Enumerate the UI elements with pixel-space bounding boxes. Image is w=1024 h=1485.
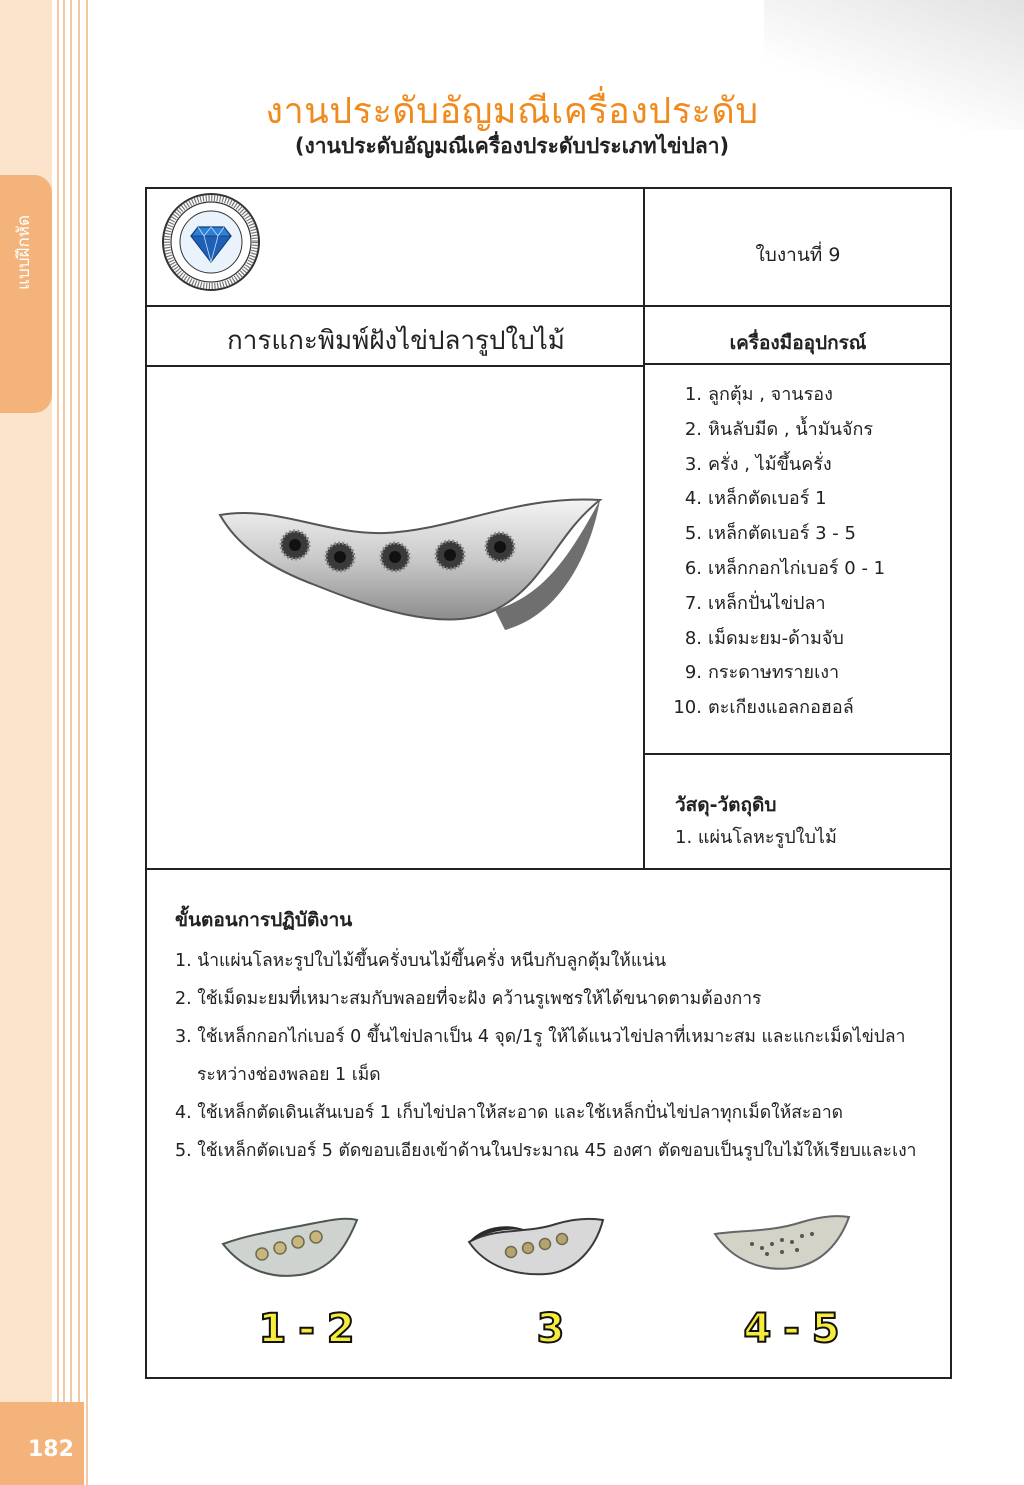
- list-item: 1. แผ่นโลหะรูปใบไม้: [675, 827, 837, 848]
- list-item: 8. เม็ดมะยม-ด้ามจับ: [684, 627, 844, 649]
- steps-list: [175, 942, 935, 1170]
- stage-photo-2: [466, 1212, 606, 1282]
- table-divider-vertical: [643, 187, 645, 870]
- table-divider-row1: [145, 305, 952, 307]
- list-item: 3. ครั่ง , ไม้ขึ้นครั่ง: [684, 453, 832, 475]
- lesson-title: การแกะพิมพ์ฝังไข่ปลารูปใบไม้: [227, 326, 565, 356]
- list-item: 9. กระดาษทรายเงา: [684, 662, 840, 684]
- table-divider-steps: [145, 868, 952, 870]
- section-side-tab: [0, 175, 52, 413]
- table-divider-tools-materials: [643, 753, 952, 755]
- list-item: 1. นำแผ่นโลหะรูปใบไม้ขึ้นครั่งบนไม้ขึ้นครั่ง หนีบกับลูกตุ้มให้แน่น: [175, 951, 667, 971]
- list-item: 1. ลูกตุ้ม , จานรอง: [684, 384, 833, 405]
- list-item-continuation: ระหว่างช่องพลอย 1 เม็ด: [197, 1065, 381, 1085]
- list-item: 7. เหล็กปั่นไข่ปลา: [684, 592, 826, 614]
- stage-label-2: 3: [536, 1306, 564, 1352]
- tools-list: [672, 378, 885, 726]
- list-item: 6. เหล็กกอกไก่เบอร์ 0 - 1: [684, 557, 886, 579]
- table-divider-row2-left: [145, 365, 645, 367]
- stage-label-3: 4 - 5: [743, 1306, 839, 1352]
- table-divider-row2-right: [643, 363, 952, 365]
- stage-photo-3: [712, 1212, 852, 1282]
- list-item: 10. ตะเกียงแอลกอฮอล์: [673, 697, 854, 719]
- stage-photo-1: [220, 1212, 360, 1282]
- list-item: 2. ใช้เม็ดมะยมที่เหมาะสมกับพลอยที่จะฝัง คว้านรูเพชรให้ได้ขนาดตามต้องการ: [175, 989, 762, 1009]
- stage-label-1: 1 - 2: [258, 1306, 354, 1352]
- list-item: 2. หินลับมีด , น้ำมันจักร: [684, 418, 874, 440]
- side-tab-label: แบบฝึกหัด: [14, 214, 34, 290]
- page-number: 182: [28, 1437, 74, 1462]
- institute-seal-logo: [161, 192, 261, 292]
- materials-heading: วัสดุ-วัตถุดิบ: [675, 794, 777, 816]
- list-item: 5. ใช้เหล็กตัดเบอร์ 5 ตัดขอบเอียงเข้าด้านในประมาณ 45 องศา ตัดขอบเป็นรูปใบไม้ให้เรียบและเงา: [175, 1141, 917, 1161]
- materials-list: [675, 822, 837, 851]
- page-subtitle: (งานประดับอัญมณีเครื่องประดับประเภทไข่ปลา): [294, 134, 730, 158]
- leaf-setting-photo: [215, 495, 605, 635]
- worksheet-number: ใบงานที่ 9: [755, 244, 841, 266]
- page-title: งานประดับอัญมณีเครื่องประดับ: [265, 91, 759, 132]
- list-item: 4. ใช้เหล็กตัดเดินเส้นเบอร์ 1 เก็บไข่ปลาให้สะอาด และใช้เหล็กปั่นไข่ปลาทุกเม็ดให้สะอาด: [175, 1103, 844, 1123]
- list-item: 5. เหล็กตัดเบอร์ 3 - 5: [684, 523, 856, 545]
- list-item: 3. ใช้เหล็กกอกไก่เบอร์ 0 ขึ้นไข่ปลาเป็น 4 จุด/1รู ให้ได้แนวไข่ปลาที่เหมาะสม และแกะเม็ดไข่ปลา: [175, 1027, 906, 1047]
- tools-heading: เครื่องมืออุปกรณ์: [729, 332, 867, 354]
- list-item: 4. เหล็กตัดเบอร์ 1: [684, 488, 827, 510]
- steps-heading: ขั้นตอนการปฏิบัติงาน: [175, 909, 353, 931]
